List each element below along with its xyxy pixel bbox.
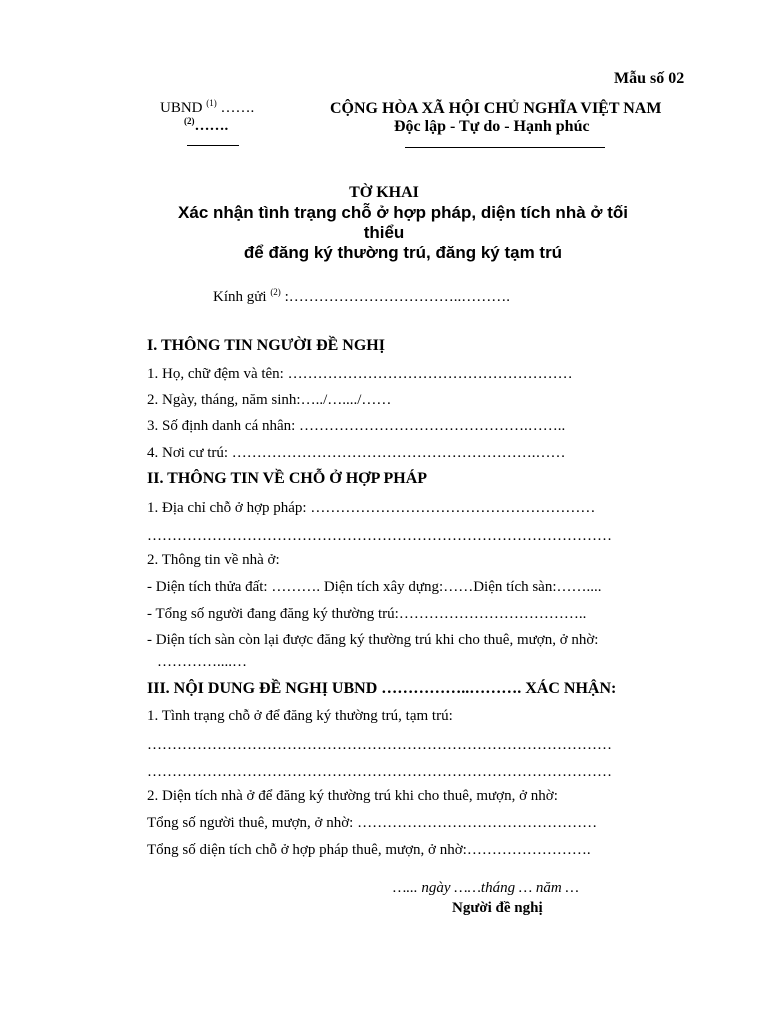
left-header-rule <box>187 145 239 146</box>
field-remaining-area: - Diện tích sàn còn lại được đăng ký thường trú khi cho thuê, mượn, ở nhờ: <box>147 632 599 648</box>
signature-date: …... ngày ……tháng … năm … <box>393 880 579 896</box>
field-legal-address-continued: ………………………………………………………………………………… <box>147 528 612 544</box>
form-subtitle-line1: Xác nhận tình trạng chỗ ở hợp pháp, diện tích nhà ở tối <box>178 203 628 222</box>
field-residence-status-line2: ………………………………………………………………………………… <box>147 764 612 780</box>
ubnd-line <box>160 100 254 117</box>
field-rental-people: Tổng số người thuê, mượn, ở nhờ: ………………………………………… <box>147 815 598 831</box>
field-rental-area-label: 2. Diện tích nhà ở để đăng ký thường trú khi cho thuê, mượn, ở nhờ: <box>147 788 558 804</box>
field-personal-id: 3. Số định danh cá nhân: ……………………………………….…….. <box>147 418 566 434</box>
form-number: Mẫu số 02 <box>614 70 685 87</box>
section-2-heading: II. THÔNG TIN VỀ CHỖ Ở HỢP PHÁP <box>147 470 428 487</box>
right-header-rule <box>405 147 605 148</box>
footnote-2-marker: (2) <box>184 116 195 126</box>
field-legal-address: 1. Địa chỉ chỗ ở hợp pháp: ………………………………………………… <box>147 500 596 516</box>
form-subtitle-line3: để đăng ký thường trú, đăng ký tạm trú <box>243 243 563 262</box>
recipient-dots: :……………………………..………. <box>280 289 510 305</box>
ubnd-sub-line <box>184 118 228 135</box>
recipient-label: Kính gửi <box>213 289 267 305</box>
field-registered-people: - Tổng số người đang đăng ký thường trú:……………………………….. <box>147 606 587 622</box>
recipient-footnote-marker: (2) <box>270 287 281 297</box>
field-house-info-label: 2. Thông tin về nhà ở: <box>147 552 280 568</box>
field-date-of-birth: 2. Ngày, tháng, năm sinh:…../…..../…… <box>147 392 392 408</box>
country-name: CỘNG HÒA XÃ HỘI CHỦ NGHĨA VIỆT NAM <box>330 100 662 117</box>
field-area-details: - Diện tích thửa đất: ………. Diện tích xây dựng:……Diện tích sàn:…….... <box>147 579 602 595</box>
field-residence-status-line1: ………………………………………………………………………………… <box>147 737 612 753</box>
section-3-heading: III. NỘI DUNG ĐỀ NGHỊ UBND ……………..………. XÁC NHẬN: <box>147 680 617 697</box>
field-residence-status: 1. Tình trạng chỗ ở để đăng ký thường trú, tạm trú: <box>147 708 453 724</box>
ubnd-sub-dots: ……. <box>194 118 229 134</box>
field-full-name: 1. Họ, chữ đệm và tên: ………………………………………………… <box>147 366 573 382</box>
national-motto: Độc lập - Tự do - Hạnh phúc <box>394 118 590 135</box>
recipient-line <box>213 289 510 306</box>
signer-label: Người đề nghị <box>452 900 543 916</box>
field-remaining-area-continued: …………....… <box>157 654 247 670</box>
form-title: TỜ KHAI <box>349 184 419 201</box>
footnote-1-marker: (1) <box>206 98 217 108</box>
form-subtitle-line2: thiểu <box>363 223 405 242</box>
ubnd-dots: ……. <box>216 100 255 116</box>
section-1-heading: I. THÔNG TIN NGƯỜI ĐỀ NGHỊ <box>147 337 385 354</box>
ubnd-label: UBND <box>160 100 203 116</box>
field-rental-total-area: Tổng số diện tích chỗ ở hợp pháp thuê, mượn, ở nhờ:……………………. <box>147 842 591 858</box>
field-residence: 4. Nơi cư trú: …………………………………………………….…… <box>147 445 566 461</box>
